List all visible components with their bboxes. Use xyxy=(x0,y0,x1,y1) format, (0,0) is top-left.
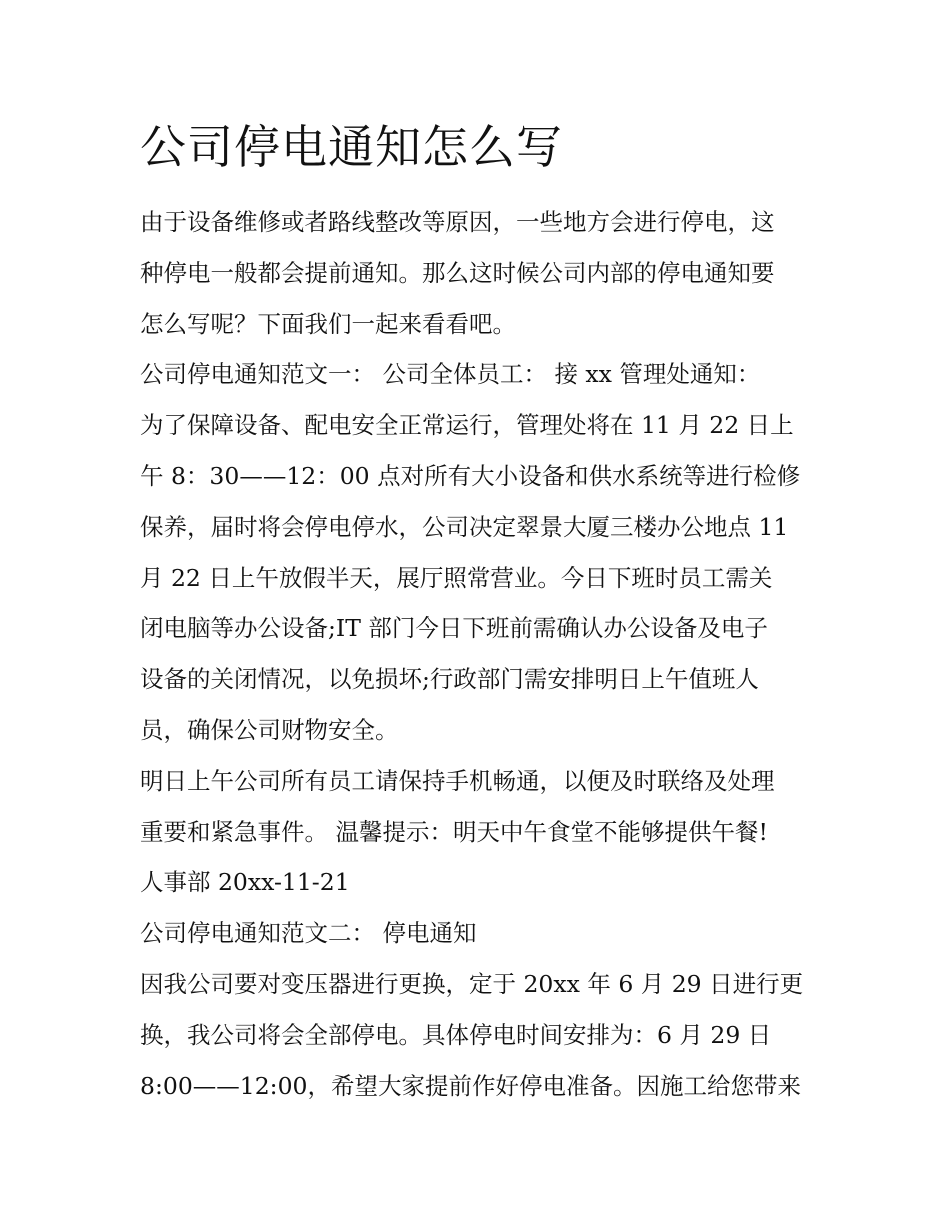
body-line-17: 换，我公司将会全部停电。具体停电时间安排为：6 月 29 日 xyxy=(140,1020,772,1049)
body-line-10: 设备的关闭情况，以免损坏;行政部门需安排明日上午值班人 xyxy=(140,665,759,694)
body-line-9: 闭电脑等办公设备;IT 部门今日下班前需确认办公设备及电子 xyxy=(140,614,768,643)
body-line-5: 为了保障设备、配电安全正常运行，管理处将在 11 月 22 日上 xyxy=(140,411,794,440)
body-line-7: 保养，届时将会停电停水，公司决定翠景大厦三楼办公地点 11 xyxy=(140,512,789,541)
document-body xyxy=(140,197,820,1111)
body-line-2: 种停电一般都会提前通知。那么这时候公司内部的停电通知要 xyxy=(140,258,775,287)
body-line-15: 公司停电通知范文二： 停电通知 xyxy=(140,919,477,948)
document-title: 公司停电通知怎么写 xyxy=(140,120,563,174)
body-line-12: 明日上午公司所有员工请保持手机畅通，以便及时联络及处理 xyxy=(140,766,775,795)
body-line-1: 由于设备维修或者路线整改等原因，一些地方会进行停电，这 xyxy=(140,208,775,236)
body-line-18: 8:00——12:00，希望大家提前作好停电准备。因施工给您带来 xyxy=(140,1071,801,1100)
body-line-3: 怎么写呢？下面我们一起来看看吧。 xyxy=(140,309,516,338)
body-line-11: 员，确保公司财物安全。 xyxy=(140,715,399,744)
body-line-13: 重要和紧急事件。 温馨提示：明天中午食堂不能够提供午餐! xyxy=(140,817,768,846)
body-line-16: 因我公司要对变压器进行更换，定于 20xx 年 6 月 29 日进行更 xyxy=(140,969,804,998)
body-line-8: 月 22 日上午放假半天，展厅照常营业。今日下班时员工需关 xyxy=(140,563,773,592)
body-line-14: 人事部 20xx-11-21 xyxy=(140,868,350,897)
body-line-6: 午 8：30——12：00 点对所有大小设备和供水系统等进行检修 xyxy=(140,461,801,490)
body-line-4: 公司停电通知范文一： 公司全体员工： 接 xx 管理处通知： xyxy=(140,360,761,389)
